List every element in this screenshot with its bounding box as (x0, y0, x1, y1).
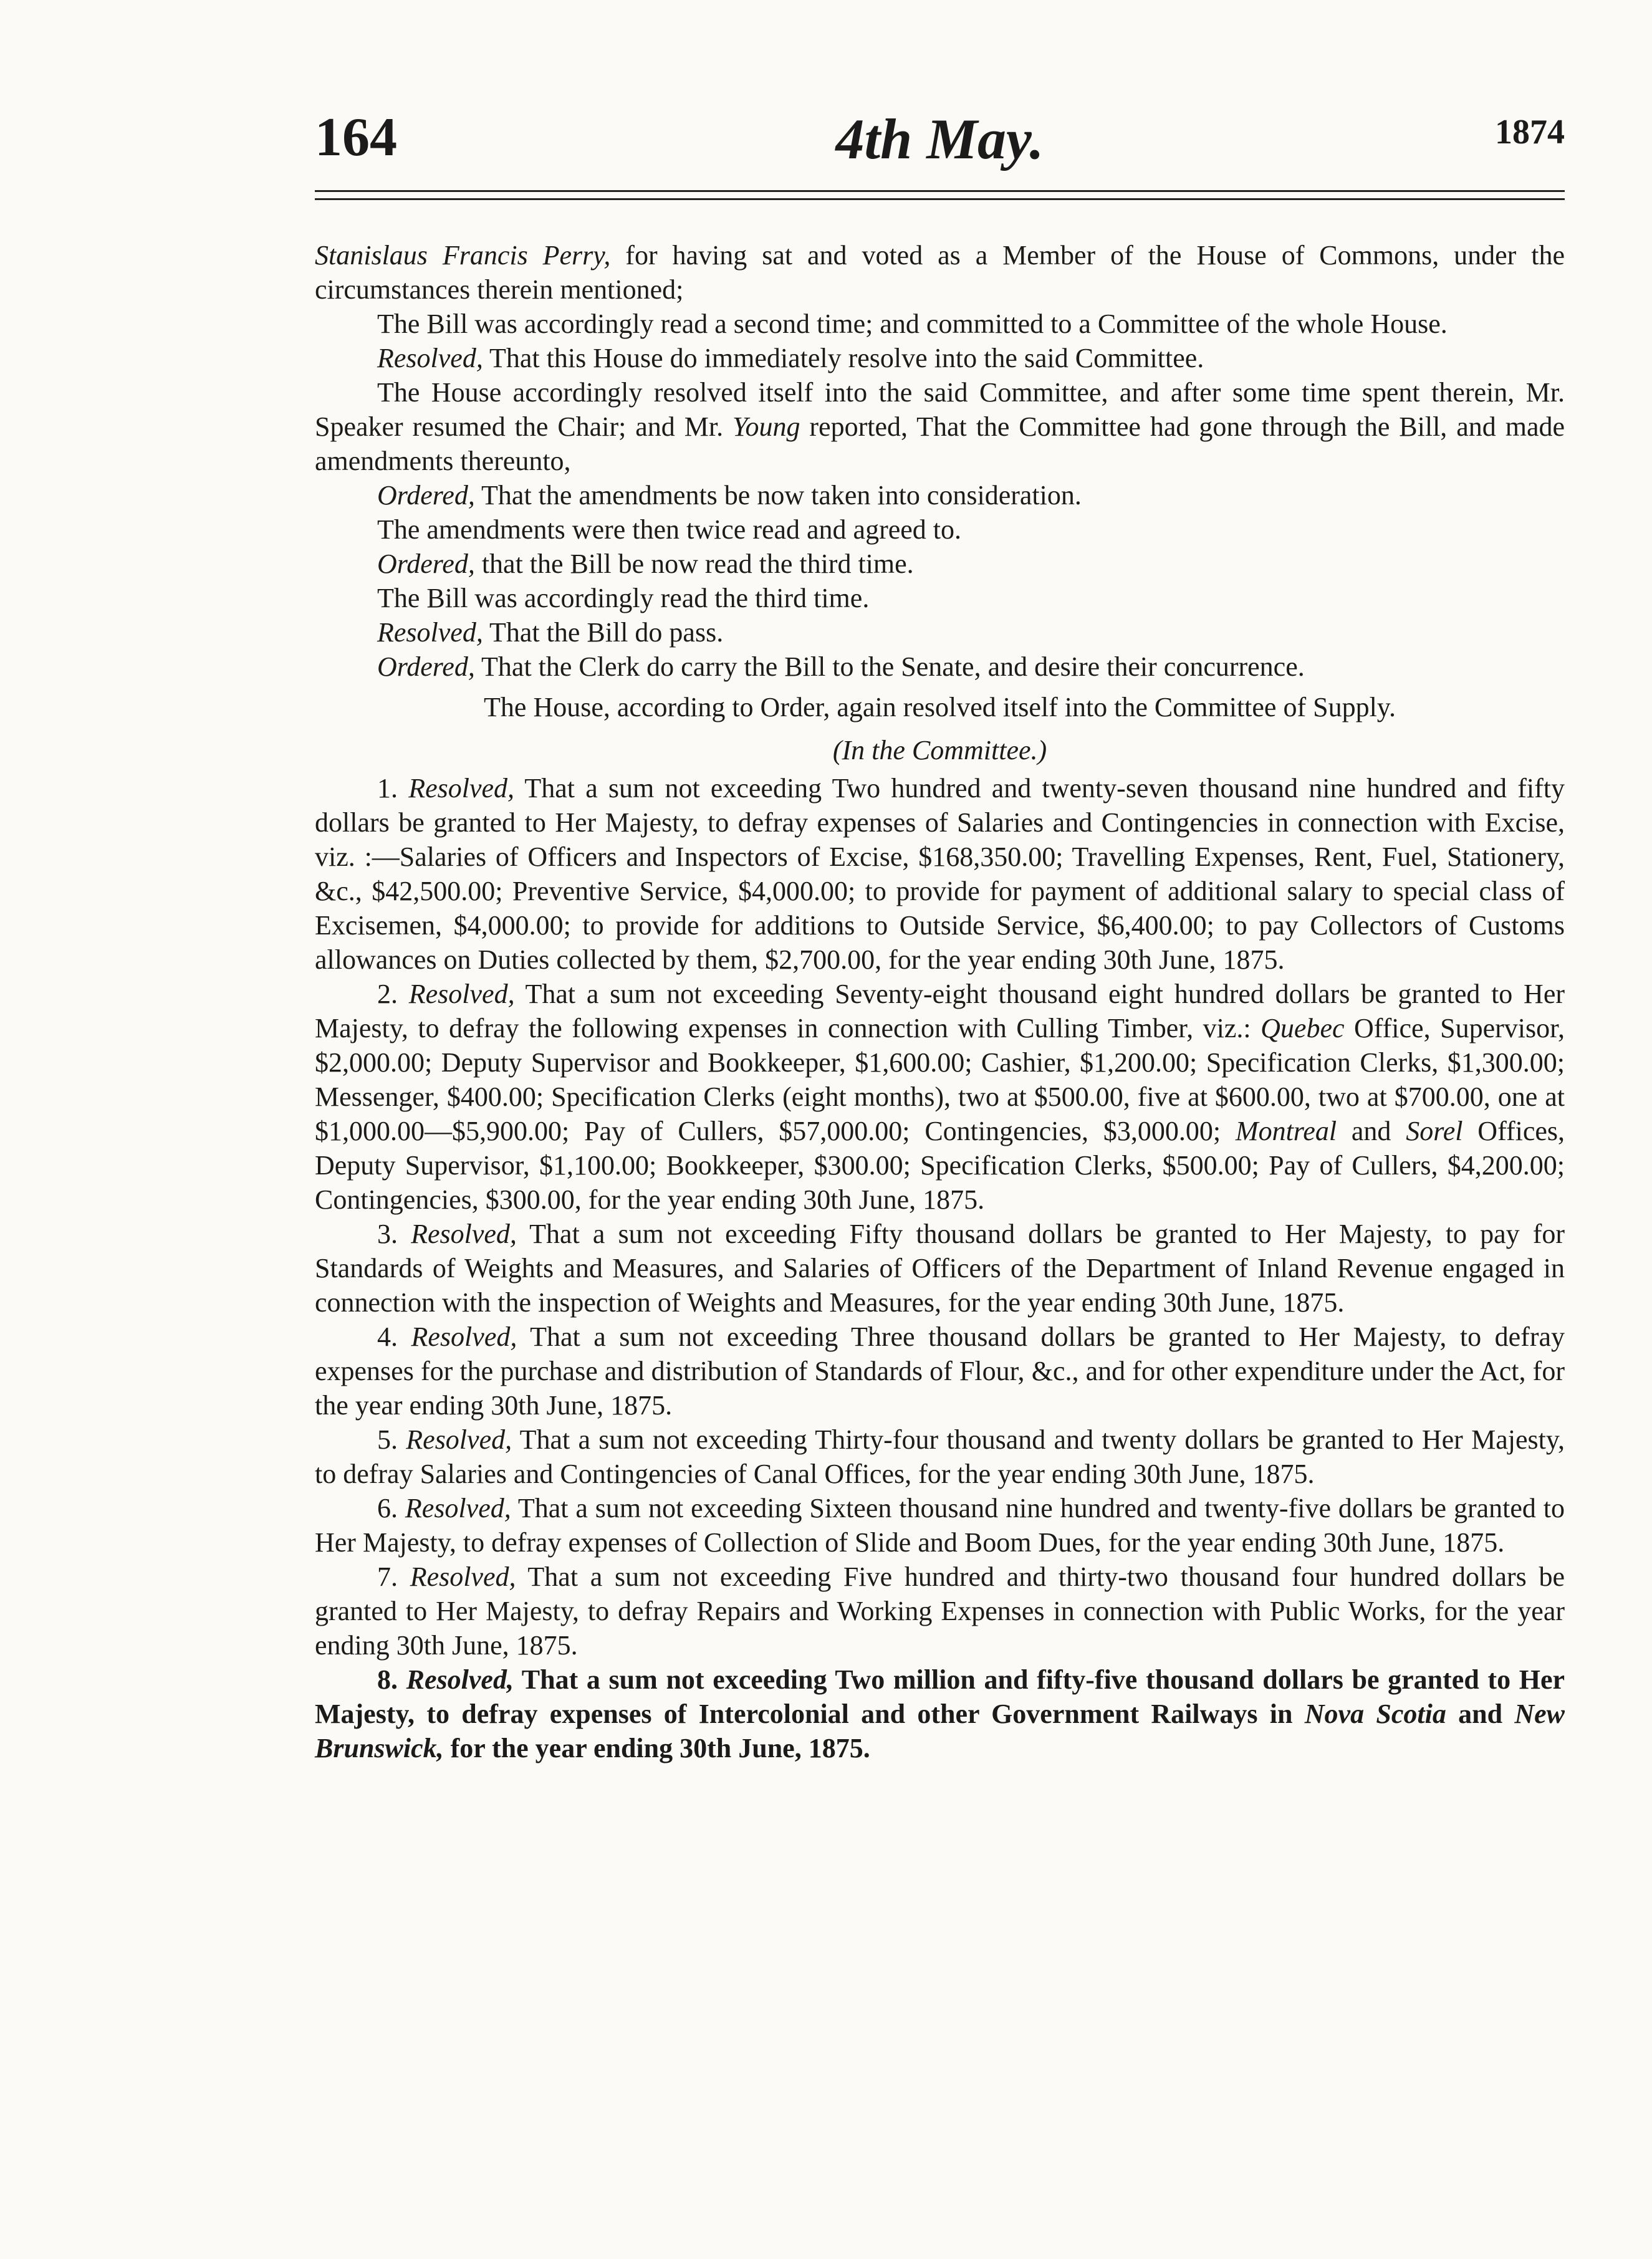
paragraph-text: That the amendments be now taken into consideration. (474, 480, 1082, 511)
resolution-text: That a sum not exceeding Seventy-eight thousand eight hundred dollars be granted to Her Majesty, to defray the following expenses in connection with Culling Timber, viz.: (315, 979, 1565, 1043)
resolution-5 (315, 1422, 1565, 1491)
resolved-lead: Resolved, (406, 1664, 514, 1695)
resolution-number: 3. (377, 1219, 398, 1249)
ordered-lead: Ordered, (377, 480, 475, 511)
place-name: Nova Scotia (1304, 1699, 1446, 1729)
resolved-lead: Resolved, (406, 1424, 512, 1455)
ordered-lead: Ordered, (377, 651, 475, 682)
paragraph-text: reported, That the Committee had gone through the Bill, and made amendments thereunto, (315, 411, 1565, 476)
resolved-lead: Resolved, (377, 617, 483, 648)
paragraph-ordered-amendments (315, 478, 1565, 512)
page-body (315, 238, 1565, 1765)
resolution-number: 1. (377, 773, 398, 803)
place-name: New Brunswick, (315, 1699, 1565, 1763)
resolution-6 (315, 1491, 1565, 1560)
committee-subheading: (In the Committee.) (832, 735, 1047, 765)
year: 1874 (1495, 113, 1565, 151)
page-number: 164 (315, 107, 397, 168)
resolution-1 (315, 771, 1565, 977)
paragraph-second-reading: The Bill was accordingly read a second time; and committed to a Committee of the whole House. (377, 309, 1448, 339)
resolution-3 (315, 1217, 1565, 1320)
date-title: 4th May. (835, 107, 1044, 171)
paragraph-text: That the Clerk do carry the Bill to the Senate, and desire their concurrence. (474, 651, 1305, 682)
resolution-number: 2. (377, 979, 398, 1009)
resolution-8 (315, 1662, 1565, 1765)
resolution-text: That a sum not exceeding Three thousand dollars be granted to Her Majesty, to defray expenses for the purchase and distribution of Standards of Flour, &c., and for other expenditure under the Act, for the year ending 30th June, 1875. (315, 1321, 1565, 1421)
member-name: Young (732, 411, 800, 442)
resolution-2 (315, 977, 1565, 1217)
paragraph-resolved-committee (315, 341, 1565, 375)
place-name: Montreal (1235, 1116, 1337, 1146)
paragraph-text: that the Bill be now read the third time. (474, 549, 914, 579)
paragraph-ordered-third-reading (315, 547, 1565, 581)
resolution-text: Office, Supervisor, $2,000.00; Deputy Supervisor and Bookkeeper, $1,600.00; Cashier, $1,200.00; Specification Clerks, $1,300.00; Messenger, $400.00; Specification Clerks (eight months), two at $500.00, five at $600.00, two at $700.00, one at $1,000.00—$5,900.00; Pay of Cullers, $57,000.00; Contingencies, $3,000.00; (315, 1013, 1565, 1146)
resolution-number: 6. (377, 1493, 398, 1523)
resolved-lead: Resolved, (405, 1493, 511, 1523)
resolution-4 (315, 1320, 1565, 1422)
header-rule-bottom (315, 198, 1565, 200)
resolved-lead: Resolved, (377, 343, 483, 373)
resolution-number: 4. (377, 1321, 398, 1352)
resolution-text: That a sum not exceeding Two million and fifty-five thousand dollars be granted to Her Majesty, to defray expenses of Intercolonial and other Government Railways in (315, 1664, 1565, 1729)
resolution-text: That a sum not exceeding Fifty thousand dollars be granted to Her Majesty, to pay for Standards of Weights and Measures, and Salaries of Officers of the Department of Inland Revenue engaged in connection with the inspection of Weights and Measures, for the year ending 30th June, 1875. (315, 1219, 1565, 1318)
resolved-lead: Resolved, (411, 1321, 517, 1352)
resolution-7 (315, 1560, 1565, 1662)
resolution-text: That a sum not exceeding Thirty-four thousand and twenty dollars be granted to Her Majesty, to defray Salaries and Contingencies of Canal Offices, for the year ending 30th June, 1875. (315, 1424, 1565, 1489)
resolved-lead: Resolved, (408, 773, 514, 803)
paragraph-text: for having sat and voted as a Member of the House of Commons, under the circumstances therein mentioned; (315, 240, 1565, 305)
resolved-lead: Resolved, (408, 979, 515, 1009)
resolution-number: 5. (377, 1424, 398, 1455)
header-rule-top (315, 190, 1565, 192)
resolution-number: 8. (377, 1664, 398, 1695)
resolution-text: That a sum not exceeding Two hundred and twenty-seven thousand nine hundred and fifty dollars be granted to Her Majesty, to defray expenses of Salaries and Contingencies in connection with Excise, viz. :—Salaries of Officers and Inspectors of Excise, $168,350.00; Travelling Expenses, Rent, Fuel, Stationery, &c., $42,500.00; Preventive Service, $4,000.00; to provide for payment of additional salary to special class of Excisemen, $4,000.00; to provide for additions to Outside Service, $6,400.00; to pay Collectors of Customs allowances on Duties collected by them, $2,700.00, for the year ending 30th June, 1875. (315, 773, 1565, 975)
resolved-lead: Resolved, (411, 1219, 517, 1249)
resolution-text: That a sum not exceeding Sixteen thousand nine hundred and twenty-five dollars be granted to Her Majesty, to defray expenses of Collection of Slide and Boom Dues, for the year ending 30th June, 1875. (315, 1493, 1565, 1558)
paragraph-amendments-agreed: The amendments were then twice read and agreed to. (377, 514, 962, 545)
paragraph-ordered-senate (315, 650, 1565, 684)
paragraph-text: The House accordingly resolved itself into the said Committee, and after some time spent therein, Mr. Speaker resumed the Chair; and Mr. (315, 377, 1565, 442)
paragraph-committee-report (315, 375, 1565, 478)
resolution-text: for the year ending 30th June, 1875. (443, 1733, 870, 1763)
member-name: Stanislaus Francis Perry, (315, 240, 611, 271)
paragraph-resolved-pass (315, 615, 1565, 650)
place-name: Quebec (1261, 1013, 1345, 1043)
ordered-lead: Ordered, (377, 549, 475, 579)
page-header (315, 106, 1565, 181)
paragraph-perry (315, 238, 1565, 307)
resolution-text: Offices, Deputy Supervisor, $1,100.00; Bookkeeper, $300.00; Specification Clerks, $500.00; Pay of Cullers, $4,200.00; Contingencies, $300.00, for the year ending 30th June, 1875. (315, 1116, 1565, 1215)
paragraph-text: That this House do immediately resolve into the said Committee. (483, 343, 1204, 373)
committee-heading: The House, according to Order, again resolved itself into the Committee of Supply. (484, 692, 1396, 722)
resolution-text: and (1337, 1116, 1406, 1146)
resolution-number: 7. (377, 1561, 398, 1592)
resolution-text: That a sum not exceeding Five hundred and thirty-two thousand four hundred dollars be granted to Her Majesty, to defray Repairs and Working Expenses in connection with Public Works, for the year ending 30th June, 1875. (315, 1561, 1565, 1661)
paragraph-third-reading: The Bill was accordingly read the third time. (377, 583, 870, 613)
resolved-lead: Resolved, (410, 1561, 516, 1592)
place-name: Sorel (1406, 1116, 1463, 1146)
paragraph-text: That the Bill do pass. (483, 617, 724, 648)
resolution-text: and (1446, 1699, 1515, 1729)
